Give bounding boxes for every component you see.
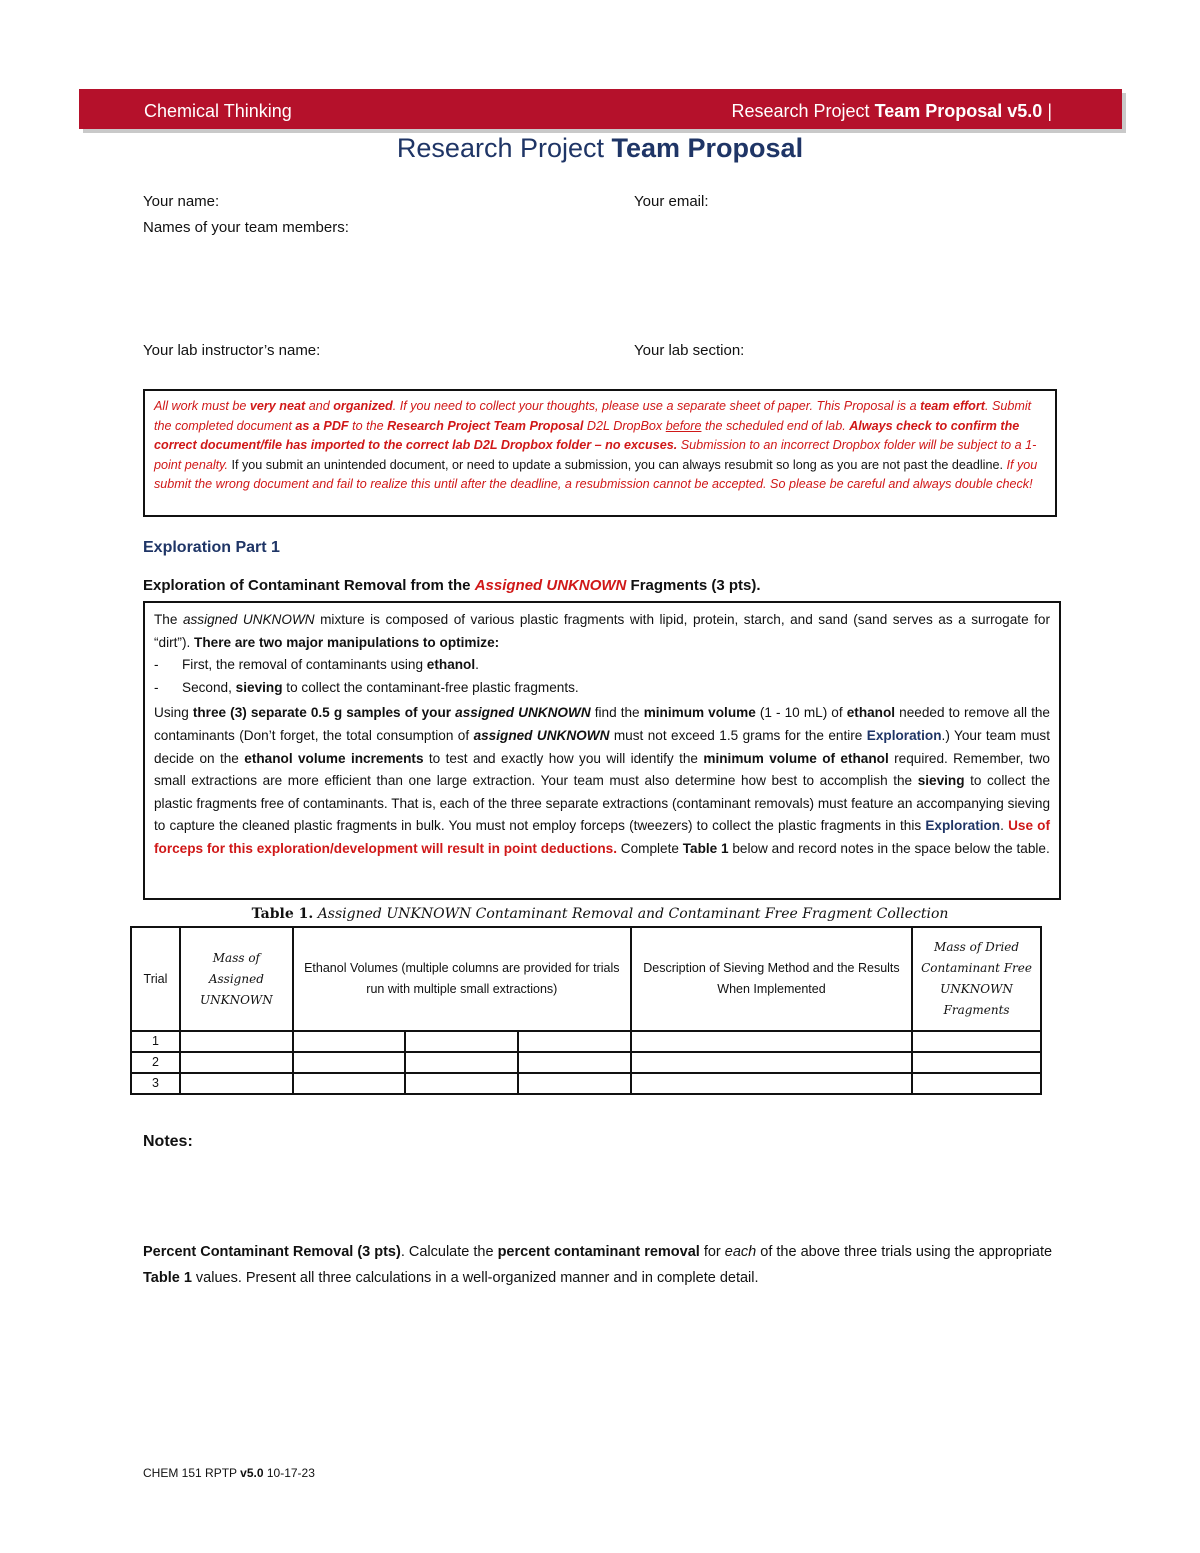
table-row xyxy=(131,1031,1041,1052)
notes-label: Notes: xyxy=(143,1133,193,1150)
trial-number: 3 xyxy=(131,1073,180,1094)
dried-mass-cell[interactable] xyxy=(912,1031,1041,1052)
ethanol-cell[interactable] xyxy=(405,1052,518,1073)
trial-number: 1 xyxy=(131,1031,180,1052)
your-email-label: Your email: xyxy=(634,193,709,210)
page-footer: CHEM 151 RPTP v5.0 10-17-23 xyxy=(143,1466,315,1480)
mass-cell[interactable] xyxy=(180,1073,293,1094)
sieving-cell[interactable] xyxy=(631,1073,912,1094)
ethanol-cell[interactable] xyxy=(293,1031,406,1052)
header-course-title: Chemical Thinking xyxy=(144,101,292,121)
team-members-label: Names of your team members: xyxy=(143,219,349,236)
table1 xyxy=(130,926,1042,1095)
procedure-paragraph: Using three (3) separate 0.5 g samples of your assigned UNKNOWN find the minimum volume (1 - 10 mL) of ethanol needed to remove all the contaminants (Don’t forget, the total consumption of assigned UNKNOWN must not exceed 1.5 grams for the entire Exploration.) Your team must decide on the ethanol volume increments to test and exactly how you will identify the minimum volume of ethanol required. Remember, two small extractions are more efficient than one large extraction. Your team must also determine how best to accomplish the sieving to collect the plastic fragments free of contaminants. That is, each of the three separate extractions (contaminant removals) must feature an accompanying sieving to capture the cleaned plastic fragments in bulk. You must not employ forceps (tweezers) to collect the plastic fragments in this Exploration. Use of forceps for this exploration/development will result in point deductions. Complete Table 1 below and record notes in the space below the table. xyxy=(154,705,1050,856)
page-number: 1 xyxy=(144,76,152,92)
ethanol-cell[interactable] xyxy=(293,1073,406,1094)
table-row xyxy=(131,1073,1041,1094)
header-ethanol-volumes: Ethanol Volumes (multiple columns are provided for trials run with multiple small extractions) xyxy=(293,927,631,1031)
table-row xyxy=(131,1052,1041,1073)
exploration-heading: Exploration of Contaminant Removal from the Assigned UNKNOWN Fragments (3 pts). xyxy=(143,577,761,594)
mass-cell[interactable] xyxy=(180,1031,293,1052)
percent-removal-instructions: Percent Contaminant Removal (3 pts). Calculate the percent contaminant removal for each of the above three trials using the appropriate Table 1 values. Present all three calculations in a well-organized manner and in complete detail. xyxy=(143,1244,1053,1286)
mass-cell[interactable] xyxy=(180,1052,293,1073)
ethanol-cell[interactable] xyxy=(405,1073,518,1094)
ethanol-cell[interactable] xyxy=(518,1073,631,1094)
manipulation-list xyxy=(154,654,1050,699)
ethanol-cell[interactable] xyxy=(518,1031,631,1052)
trial-number: 2 xyxy=(131,1052,180,1073)
dried-mass-cell[interactable] xyxy=(912,1052,1041,1073)
exploration-section-heading: Exploration Part 1 xyxy=(143,539,280,556)
intro-paragraph: The assigned UNKNOWN mixture is composed of various plastic fragments with lipid, protein, starch, and sand (sand serves as a surrogate for “dirt”). There are two major manipulations to optimize: xyxy=(154,612,1051,650)
header-trial: Trial xyxy=(131,927,180,1031)
sieving-cell[interactable] xyxy=(631,1052,912,1073)
page-title: Research Project Team Proposal xyxy=(396,133,804,163)
ethanol-cell[interactable] xyxy=(518,1052,631,1073)
header-sieving-description: Description of Sieving Method and the Results When Implemented xyxy=(631,927,912,1031)
header-document-title: Research Project Team Proposal v5.0 | xyxy=(731,101,1052,121)
dried-mass-cell[interactable] xyxy=(912,1073,1041,1094)
table-header-row xyxy=(131,927,1041,1031)
ethanol-cell[interactable] xyxy=(405,1031,518,1052)
exploration-instructions xyxy=(143,601,1061,900)
table1-caption: Table 1. Assigned UNKNOWN Contaminant Removal and Contaminant Free Fragment Collection xyxy=(251,906,949,922)
lab-instructor-label: Your lab instructor’s name: xyxy=(143,342,321,359)
submission-notice: All work must be very neat and organized. If you need to collect your thoughts, please use a separate sheet of paper. This Proposal is a team effort. Submit the completed document as a PDF to the Research Project Team Proposal D2L DropBox before the scheduled end of lab. Always check to confirm the correct document/file has imported to the correct lab D2L Dropbox folder – no excuses. Submission to an incorrect Dropbox folder will be subject to a 1-point penalty. If you submit an unintended document, or need to update a submission, you can always resubmit so long as you are not past the deadline. If you submit the wrong document and fail to realize this until after the deadline, a resubmission cannot be accepted. So please be careful and always double check! xyxy=(143,389,1057,517)
header-mass-assigned-unknown: Mass of Assigned UNKNOWN xyxy=(180,927,293,1031)
list-item: - First, the removal of contaminants using ethanol. xyxy=(154,654,1050,677)
sieving-cell[interactable] xyxy=(631,1031,912,1052)
ethanol-cell[interactable] xyxy=(293,1052,406,1073)
header-mass-dried-fragments: Mass of Dried Contaminant Free UNKNOWN Fragments xyxy=(912,927,1041,1031)
your-name-label: Your name: xyxy=(143,193,220,210)
lab-section-label: Your lab section: xyxy=(634,342,745,359)
list-item: - Second, sieving to collect the contaminant-free plastic fragments. xyxy=(154,677,1050,700)
